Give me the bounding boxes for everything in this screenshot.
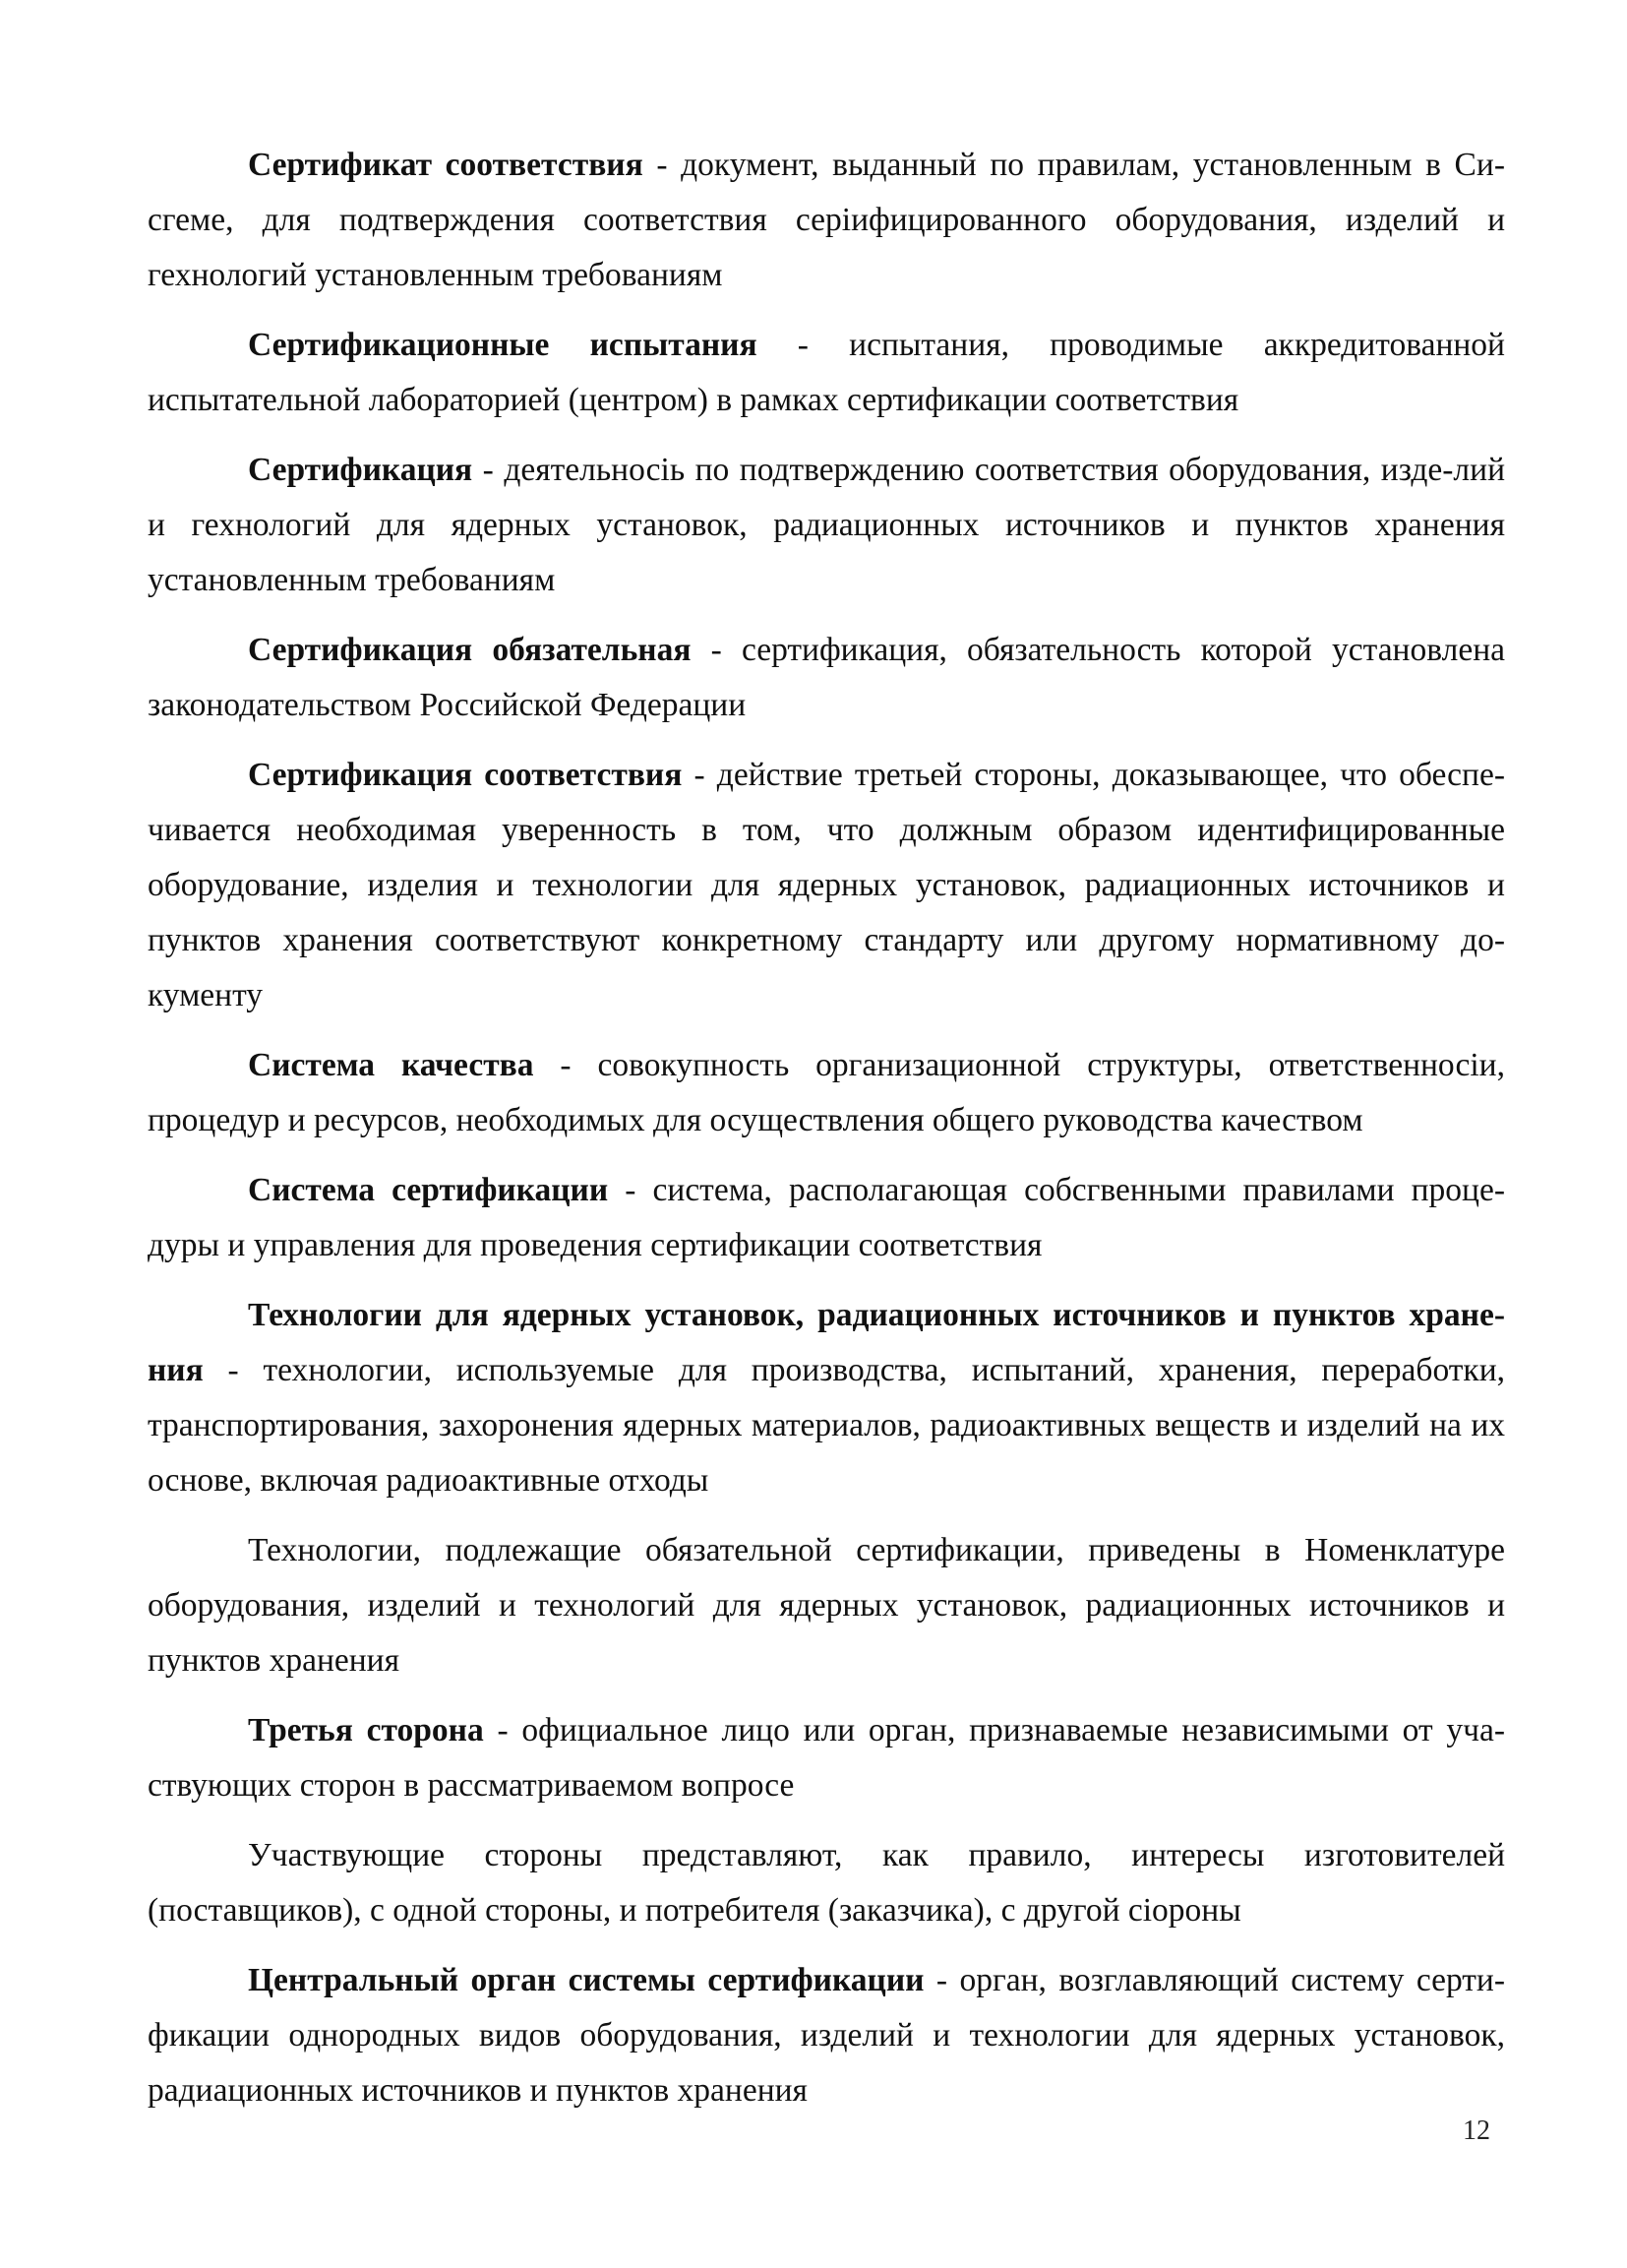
definition-text: - действие третьей стороны, доказывающее, что обеспе-чивается необходимая уверенность в том, что должным образом идентифицированные оборудование, изделия и технологии для ядерных установок, радиационных источников и пунктов хранения соответствуют конкретному стандарту или другому нормативному до-кументу bbox=[148, 757, 1505, 1013]
definition-text: - официальное лицо или орган, признаваемые независимыми от уча-ствующих сторон в рассматриваемом вопросе bbox=[148, 1712, 1505, 1804]
definition-paragraph bbox=[148, 318, 1505, 428]
definition-paragraph bbox=[148, 138, 1505, 303]
definition-paragraph bbox=[148, 1038, 1505, 1148]
definition-text: - сертификация, обязательность которой установлена законодательством Российской Федерации bbox=[148, 632, 1505, 723]
page-number: 12 bbox=[1463, 2115, 1490, 2146]
document-body bbox=[148, 138, 1505, 2133]
definition-text: - документ, выданный по правилам, установленным в Си-сгеме, для подтверждения соответствия серiифицированного оборудования, изделий и гехнологий установленным требованиям bbox=[148, 147, 1505, 293]
definition-paragraph bbox=[148, 1163, 1505, 1273]
definition-term: Сертификация bbox=[248, 452, 473, 488]
definition-paragraph bbox=[148, 623, 1505, 733]
definition-term: Система сертификации bbox=[248, 1172, 609, 1208]
note-text: Участвующие стороны представляют, как правило, интересы изготовителей (поставщиков), с одной стороны, и потребителя (заказчика), с другой сiороны bbox=[148, 1837, 1505, 1929]
definition-text: - испытания, проводимые аккредитованной испытательной лабораторией (центром) в рамках сертификации соответствия bbox=[148, 327, 1505, 418]
note-paragraph bbox=[148, 1523, 1505, 1688]
definition-text: - система, располагающая собсгвенными правилами проце-дуры и управления для проведения сертификации соответствия bbox=[148, 1172, 1505, 1263]
note-text: Технологии, подлежащие обязательной сертификации, приведены в Номенклатуре оборудования, изделий и технологий для ядерных установок, радиационных источников и пунктов хранения bbox=[148, 1532, 1505, 1679]
definition-text: - совокупность организационной структуры, ответственносiи, процедур и ресурсов, необходимых для осуществления общего руководства качеством bbox=[148, 1047, 1505, 1138]
definition-term: Сертификат соответствия bbox=[248, 147, 643, 183]
definition-text: - деятельносiь по подтверждению соответствия оборудования, изде-лий и гехнологий для ядерных установок, радиационных источников и пунктов хранения установленным требованиям bbox=[148, 452, 1505, 598]
definition-text: - орган, возглавляющий систему серти-фикации однородных видов оборудования, изделий и технологии для ядерных установок, радиационных источников и пунктов хранения bbox=[148, 1962, 1505, 2109]
definition-text: - технологии, используемые для производства, испытаний, хранения, переработки, транспортирования, захоронения ядерных материалов, радиоактивных веществ и изделий на их основе, включая радиоактивные отходы bbox=[148, 1352, 1505, 1499]
definition-paragraph bbox=[148, 1953, 1505, 2118]
definition-paragraph bbox=[148, 1288, 1505, 1508]
definition-term: Технологии для ядерных установок, радиационных источников и пунктов хране-ния bbox=[148, 1297, 1505, 1388]
definition-term: Центральный орган системы сертификации bbox=[248, 1962, 925, 1998]
definition-term: Система качества bbox=[248, 1047, 534, 1083]
definition-term: Сертификация соответствия bbox=[248, 757, 683, 793]
definition-paragraph bbox=[148, 443, 1505, 608]
note-paragraph bbox=[148, 1828, 1505, 1938]
definition-term: Сертификация обязательная bbox=[248, 632, 692, 668]
definition-term: Третья сторона bbox=[248, 1712, 484, 1748]
definition-term: Сертификационные испытания bbox=[248, 327, 757, 363]
definition-paragraph bbox=[148, 1703, 1505, 1813]
definition-paragraph bbox=[148, 748, 1505, 1023]
